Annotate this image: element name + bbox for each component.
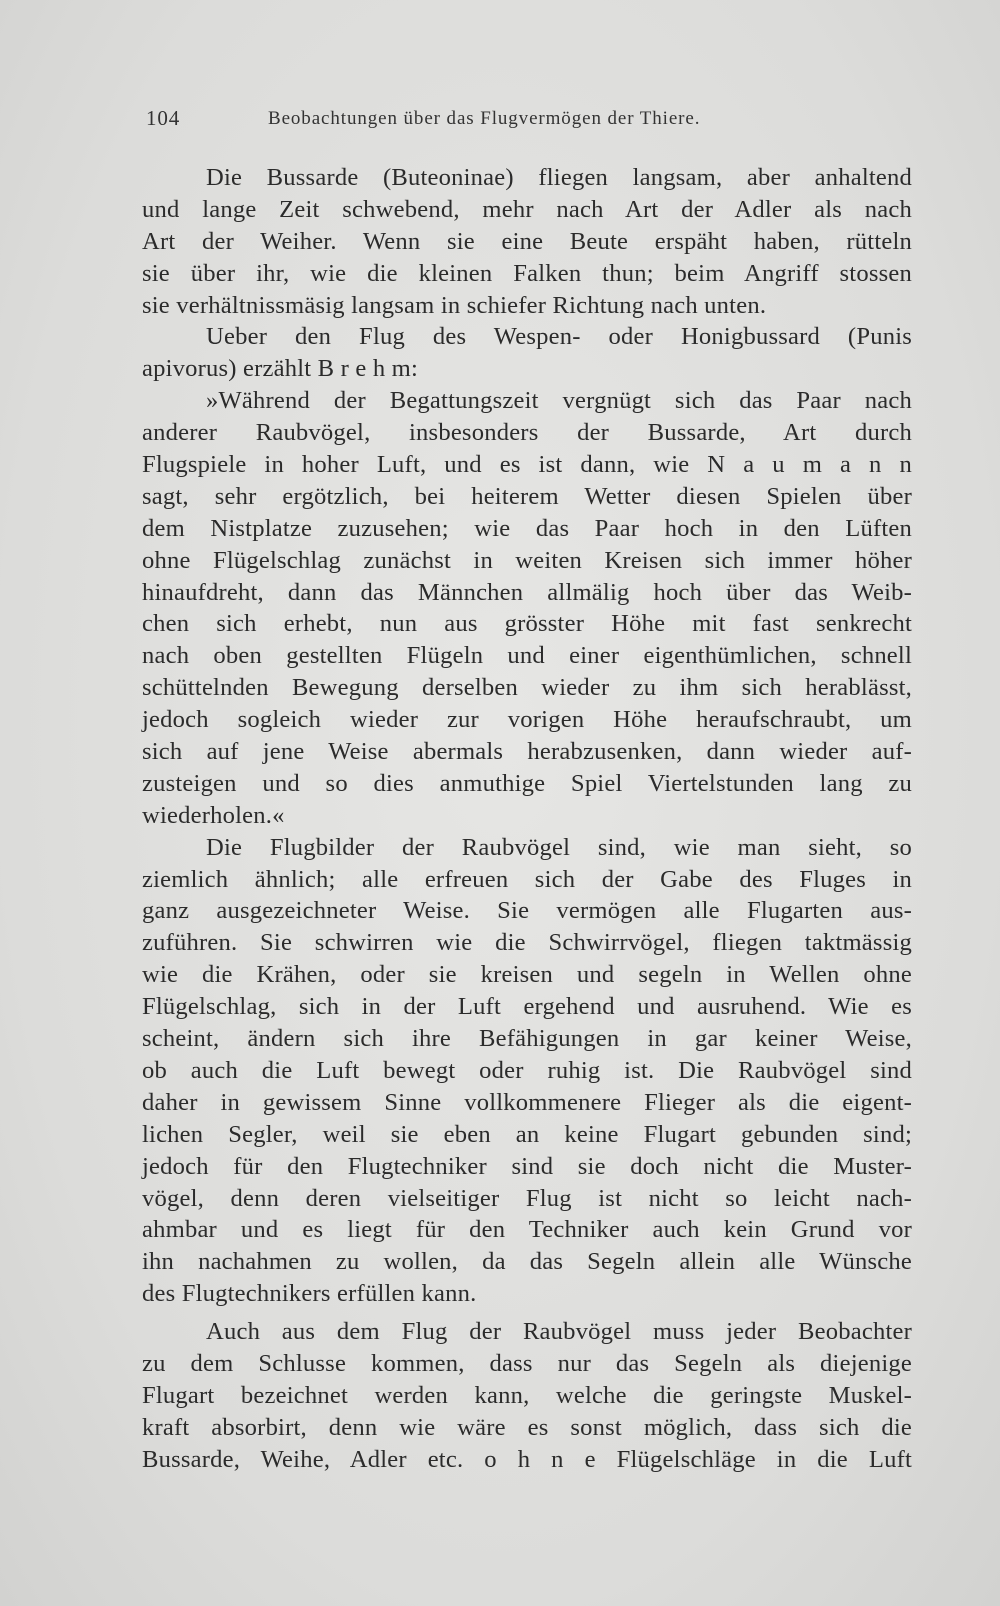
text-line: des Flugtechnikers erfüllen kann.: [142, 1280, 477, 1308]
body-text: [142, 162, 912, 1476]
text-line: scheint, ändern sich ihre Befähigungen in gar keiner Weise,: [142, 1025, 912, 1053]
text-line: Ueber den Flug des Wespen- oder Honigbussard (Punis: [206, 323, 912, 351]
text-line: vögel, denn deren vielseitiger Flug ist nicht so leicht nach-: [142, 1184, 912, 1212]
running-title: Beobachtungen über das Flugvermögen der Thiere.: [268, 108, 701, 129]
text-line: hinaufdreht, dann das Männchen allmälig hoch über das Weib-: [142, 578, 912, 606]
text-line: ob auch die Luft bewegt oder ruhig ist. Die Raubvögel sind: [142, 1056, 912, 1084]
text-line: zusteigen und so dies anmuthige Spiel Viertelstunden lang zu: [142, 769, 912, 797]
text-line: ihn nachahmen zu wollen, da das Segeln allein alle Wünsche: [142, 1248, 912, 1276]
text-line: dem Nistplatze zuzusehen; wie das Paar hoch in den Lüften: [142, 514, 912, 542]
text-line: Art der Weiher. Wenn sie eine Beute erspäht haben, rütteln: [142, 227, 912, 255]
text-line: Flügelschlag, sich in der Luft ergehend und ausruhend. Wie es: [142, 993, 912, 1021]
text-line: und lange Zeit schwebend, mehr nach Art der Adler als nach: [142, 195, 912, 223]
paragraph: [142, 832, 912, 1310]
text-line: Bussarde, Weihe, Adler etc. o h n e Flügelschläge in die Luft: [142, 1445, 912, 1473]
paragraph: [142, 162, 912, 321]
page-header: [146, 104, 906, 138]
text-line: nach oben gestellten Flügeln und einer eigenthümlichen, schnell: [142, 642, 912, 670]
text-line: ahmbar und es liegt für den Techniker auch kein Grund vor: [142, 1216, 912, 1244]
text-line: jedoch für den Flugtechniker sind sie doch nicht die Muster-: [142, 1152, 912, 1180]
text-line: schüttelnden Bewegung derselben wieder zu ihm sich herablässt,: [142, 674, 912, 702]
text-line: zu dem Schlusse kommen, dass nur das Segeln als diejenige: [142, 1349, 912, 1377]
text-line: ganz ausgezeichneter Weise. Sie vermögen alle Flugarten aus-: [142, 897, 912, 925]
text-line: sie verhältnissmäsig langsam in schiefer Richtung nach unten.: [142, 291, 767, 319]
text-line: wie die Krähen, oder sie kreisen und segeln in Wellen ohne: [142, 961, 912, 989]
text-line: kraft absorbirt, denn wie wäre es sonst möglich, dass sich die: [142, 1413, 912, 1441]
paragraph: [142, 321, 912, 385]
text-line: ohne Flügelschlag zunächst in weiten Kreisen sich immer höher: [142, 546, 912, 574]
text-line: lichen Segler, weil sie eben an keine Flugart gebunden sind;: [142, 1120, 912, 1148]
text-line: chen sich erhebt, nun aus grösster Höhe mit fast senkrecht: [142, 610, 912, 638]
text-line: ziemlich ähnlich; alle erfreuen sich der Gabe des Fluges in: [142, 865, 912, 893]
text-line: »Während der Begattungszeit vergnügt sich das Paar nach: [206, 387, 912, 415]
text-line: Flugspiele in hoher Luft, und es ist dann, wie N a u m a n n: [142, 451, 912, 479]
text-line: jedoch sogleich wieder zur vorigen Höhe heraufschraubt, um: [142, 706, 912, 734]
text-line: apivorus) erzählt B r e h m:: [142, 355, 419, 383]
text-line: Die Bussarde (Buteoninae) fliegen langsam, aber anhaltend: [206, 164, 912, 191]
text-line: Die Flugbilder der Raubvögel sind, wie man sieht, so: [206, 833, 912, 861]
paragraph: [142, 1316, 912, 1475]
text-line: Auch aus dem Flug der Raubvögel muss jeder Beobachter: [206, 1318, 912, 1346]
text-line: wiederholen.«: [142, 801, 285, 829]
text-line: Flugart bezeichnet werden kann, welche die geringste Muskel-: [142, 1381, 912, 1409]
text-line: anderer Raubvögel, insbesonders der Bussarde, Art durch: [142, 419, 912, 447]
paragraph: [142, 385, 912, 831]
text-line: sie über ihr, wie die kleinen Falken thun; beim Angriff stossen: [142, 259, 912, 287]
text-line: zuführen. Sie schwirren wie die Schwirrvögel, fliegen taktmässig: [142, 929, 912, 957]
page-number: 104: [146, 106, 181, 130]
text-line: sich auf jene Weise abermals herabzusenken, dann wieder auf-: [142, 738, 912, 766]
text-line: daher in gewissem Sinne vollkommenere Flieger als die eigent-: [142, 1088, 912, 1116]
text-line: sagt, sehr ergötzlich, bei heiterem Wetter diesen Spielen über: [142, 482, 912, 510]
